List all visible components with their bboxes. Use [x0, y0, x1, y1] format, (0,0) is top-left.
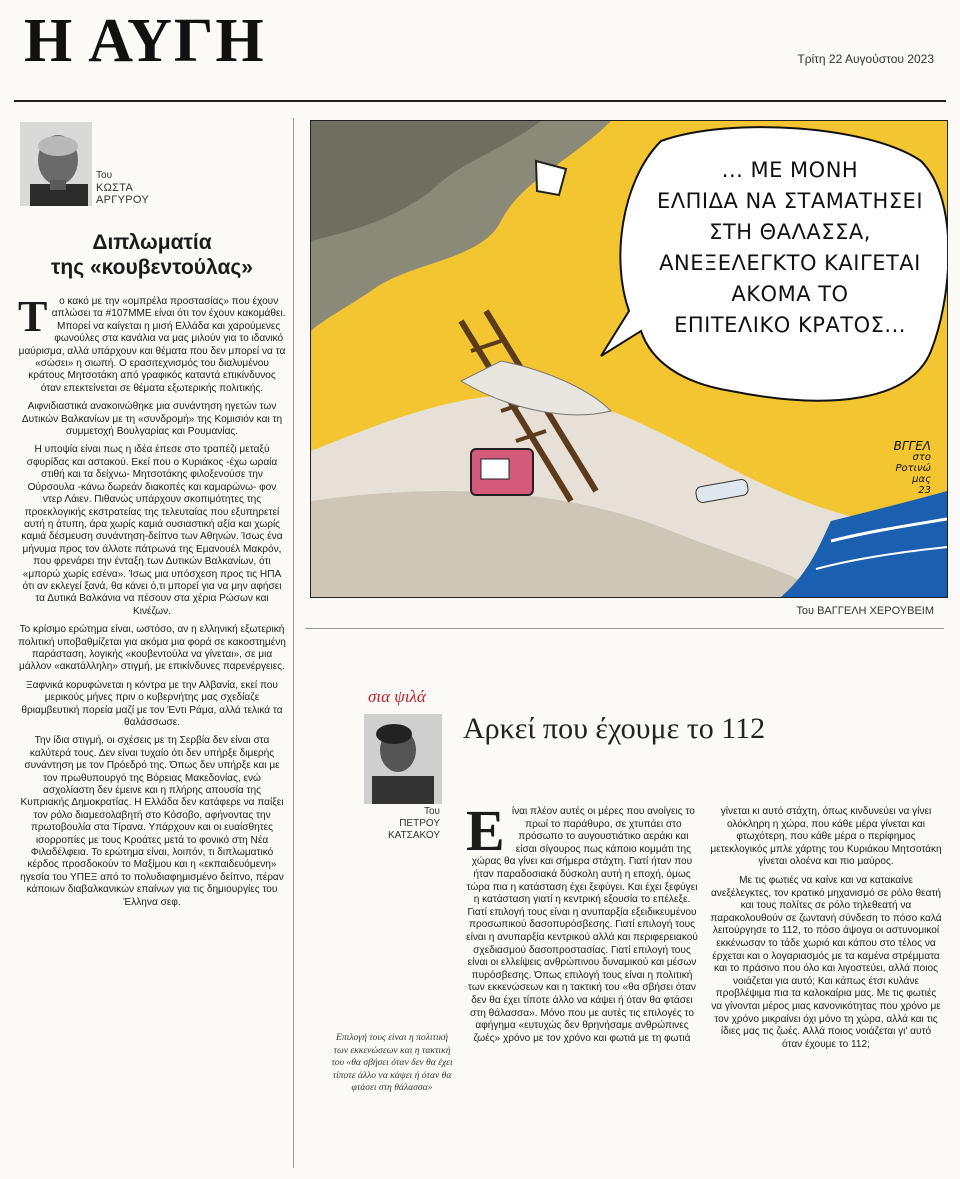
- cartoon-credit: Του ΒΑΓΓΕΛΗ ΧΕΡΟΥΒΕΙΜ: [796, 605, 934, 617]
- author-surname: ΑΡΓΥΡΟΥ: [96, 194, 150, 206]
- article-body-col-2: [710, 806, 942, 1057]
- byline-prefix: Του: [96, 170, 113, 181]
- speech-line: ΕΠΙΤΕΛΙΚΟ ΚΡΑΤΟΣ...: [674, 313, 906, 337]
- paragraph: Το κρίσιμο ερώτημα είναι, ωστόσο, αν η ελληνική εξωτερική πολιτική υποβαθμίζεται για ακόμα μια φορά σε κακοστημένη παράσταση, λογικής «κουβεντούλα να γίνεται», σε μια μάλλον «ακατάλληλη» στιγμή, με επικίνδυνες παρενέργειες.: [18, 624, 286, 673]
- author-photo: [364, 714, 442, 804]
- paragraph: Τ ο κακό με την «ομπρέλα προστασίας» που έχουν απλώσει τα #107ΜΜΕ είναι ότι τον έχουν κακομάθει. Μπορεί να καίγεται η μισή Ελλάδα και χαρούμενες φωνούλες στα κανάλια να μας μιλούν για το ιδανικό μαύρισμα, αλλά υπάρχουν και θέματα που δεν μπορεί να τα «σώσει» η σιωπή. Ο ερασιτεχνισμός του διαλυμένου κράτους Μητσοτάκη από γραφικός καταντά επικίνδυνος όταν επεκτείνεται σε θέματα εξωτερικής πολιτικής.: [18, 292, 286, 394]
- author-name: ΚΩΣΤΑ: [96, 182, 134, 194]
- header-rule: [14, 100, 946, 102]
- pull-quote: Επιλογή τους είναι η πολιτική των εκκενώσεων και η τακτική του «θα σβήσει όταν δεν θα έχει τίποτε άλλο να κάψει ή όταν θα φτάσει στη θάλασσα»: [331, 1032, 453, 1094]
- speech-line: ΑΚΟΜΑ ΤΟ: [731, 282, 849, 306]
- column-rule: [293, 118, 294, 1168]
- speech-line: ΕΛΠΙΔΑ ΝΑ ΣΤΑΜΑΤΗΣΕΙ: [656, 189, 924, 213]
- cartoonist-signature: ΒΓΓΕΛ στο Ροτινώ μας 23: [893, 439, 931, 496]
- paragraph: Ξαφνικά κορυφώνεται η κόντρα με την Αλβανία, εκεί που μερικούς μήνες πριν ο κυβερνήτης μας σχεδίαζε θριαμβευτική πορεία μαζί με τον Έντι Ράμα, αλλά τελικά τα θαλάσσωσε.: [21, 679, 283, 728]
- speech-line: ΣΤΗ ΘΑΛΑΣΣΑ,: [709, 220, 871, 244]
- column-kicker: σια ψιλά: [368, 687, 426, 706]
- masthead: Η ΑΥΓΗ: [24, 7, 266, 75]
- paragraph: Η υποψία είναι πως η ιδέα έπεσε στο τραπέζι μεταξύ σφυρίδας και αστακού. Εκεί που ο Κυριάκος -έχω ωραία στιθή και τα δείχνω- Μητσοτάκης φιλοξενούσε την Ούρσουλα -κάνω δωρεάν διακοπές και καμαρώνω- φον ντερ Λάιεν. Πιθανώς υπάρχουν σκοπιμότητες της προεκλογικής εκστρατείας της τελευταίας που εξυπηρετεί αυτή η άτυπη, άρα χωρίς καμιά ουσιαστική αξία και χωρίς καμιά δέσμευση συνάντηση-δείπνο των Αθηνών. Ίσως ένα μήνυμα προς τον άλλοτε πάτρωνά της Εμανουέλ Μακρόν, που φρενάρει την ένταξη των Δυτικών Βαλκανίων, ότι «μπορώ χωρίς εσένα». Ίσως μια υπόσχεση προς τις ΗΠΑ ότι αν εκλεγεί ξανά, θα κάνει ό,τι μπορεί για να μην αφήσει τα Δυτικά Βαλκάνια να πέσουν στα χέρια Ρώσων και Κινέζων.: [21, 444, 283, 617]
- article-headline: Αρκεί που έχουμε το 112: [463, 712, 766, 745]
- speech-bubble-text: [649, 155, 931, 341]
- paragraph: γίνεται κι αυτό στάχτη, όπως κινδυνεύει να γίνει ολόκληρη η χώρα, που κάθε μέρα γίνεται και φτωχότερη, που κάθε μέρα ο περίφημος μετεκλογικός μπλε χάρτης του Κυριάκου Μητσοτάκη γίνεται ολοένα και πιο μαύρος.: [710, 806, 942, 868]
- byline: Του ΠΕΤΡΟΥ ΚΑΤΣΑΚΟΥ: [387, 806, 440, 841]
- issue-date: Τρίτη 22 Αυγούστου 2023: [797, 52, 934, 66]
- article-headline: [18, 230, 286, 280]
- paragraph: Αιφνιδιαστικά ανακοινώθηκε μια συνάντηση ηγετών των Δυτικών Βαλκανίων με τη «συνδρομή» της Κομισιόν και τη συμμετοχή Βουλγαρίας και Ρουμανίας.: [21, 401, 283, 438]
- drop-cap: Ε: [466, 798, 505, 863]
- drop-cap: Τ: [18, 292, 48, 341]
- author-photo: [20, 122, 92, 206]
- article-body: [18, 292, 286, 915]
- paragraph: Είναι πλέον αυτές οι μέρες που ανοίγεις το πρωί το παράθυρο, σε χτυπάει στο πρόσωπο το αυγουστιάτικο αεράκι και είσαι σίγουρος πως κάποιο κομμάτι της χώρας θα γίνει και σήμερα στάχτη. Γιατί ήταν που ήταν παραδοσιακά δύσκολη αυτή η εποχή, όμως τώρα πια η κατάσταση έχει ξεφύγει. Και έχει ξεφύγει η κατάσταση γιατί η κεντρική εξουσία το επέλεξε. Γιατί επιλογή τους είναι η ανυπαρξία εξειδικευμένου προσωπικού δασοπυρόσβεσης. Γιατί επιλογή τους είναι η ανυπαρξία κεντρικού αλλά και περιφερειακού σχεδιασμού δασοπροστασίας. Γιατί επιλογή τους είναι οι ελλείψεις ανθρώπινου δυναμικού και μέσων πυρόσβεσης. Όπως επιλογή τους είναι η πολιτική των εκκενώσεων και η τακτική του «θα σβήσει όταν δεν θα έχει τίποτε άλλο να κάψει ή όταν θα φτάσει στη θάλασσα». Μόνο που με αυτές τις επιλογές το αφήγημα «ευτυχώς δεν θρηνήσαμε ανθρώπινες ζωές» χρόνο με τον χρόνο και φωτιά με τη φωτιά: [466, 798, 698, 1044]
- paragraph: Την ίδια στιγμή, οι σχέσεις με τη Σερβία δεν είναι στα καλύτερά τους. Δεν είναι τυχαίο ότι δεν υπήρξε διμερής συνάντηση με τον Πρόεδρό της. Όπως δεν υπήρξε και με τον πρωθυπουργό της Βόρειας Μακεδονίας, ενώ ασχολίαστη δεν έμεινε και η πλήρης απουσία της Κυπριακής Δημοκρατίας. Η Ελλάδα δεν κατάφερε να παίξει τον ρόλο διαμεσολαβητή στο Κόσοβο, αφήνοντας την πρωτοβουλία στα Τίρανα. Υπάρχουν και οι ευαίσθητες ισορροπίες με τους Κροάτες μετά το φονικό στη Νέα Φιλαδέλφεια. Το ερώτημα είναι, λοιπόν, τι διπλωματικό κέρδος προσδοκούν το Μαξίμου και η «εκπαιδευόμενη» ηγεσία του ΥΠΕΞ από το πολυδιαφημισμένο δείπνο, πέραν κάποιων διαβαλκανικών επαίνων για τις δημιουργίες του Έλληνα σεφ.: [20, 735, 284, 908]
- article-body-col-1: [466, 798, 698, 1051]
- paragraph: Με τις φωτιές να καίνε και να κατακαίνε ανεξέλεγκτες, τον κρατικό μηχανισμό σε ρόλο θεατή και τους πολίτες σε ρόλο τηλεθεατή να παρακολουθούν σε ζωντανή σύνδεση το πόσο καλά λειτούργησε το 112, το πόσο άψογα οι αστυνομικοί εκκένωσαν το τάδε χωριό και κάπου στο τέλος να έρχεται και ο λογαριασμός με τα καμένα στρέμματα και το πράσινο που όλο και λιγοστεύει, αλλά ποιος νοιάζεται για αυτό; Και κάπως έτσι κυλάνε προβλέψιμα πια τα καλοκαίρια μας. Με τις φωτιές να γίνονται μέρος μιας κανονικότητας που χρόνο με τον χρόνο μικραίνει όχι μόνο τη χώρα, αλλά και τις ίδιες μας τις ζωές. Αλλά ποιος νοιάζεται γι' αυτό όταν έχουμε το 112;: [710, 874, 942, 1050]
- headline-line-1: Διπλωματία: [92, 231, 212, 254]
- speech-line: ... ΜΕ ΜΟΝΗ: [721, 158, 859, 182]
- editorial-cartoon: [310, 120, 948, 598]
- byline: [96, 170, 149, 206]
- section-rule: [305, 628, 944, 629]
- headline-line-2: της «κουβεντούλας»: [51, 256, 253, 279]
- speech-line: ΑΝΕΞΕΛΕΓΚΤΟ ΚΑΙΓΕΤΑΙ: [659, 251, 921, 275]
